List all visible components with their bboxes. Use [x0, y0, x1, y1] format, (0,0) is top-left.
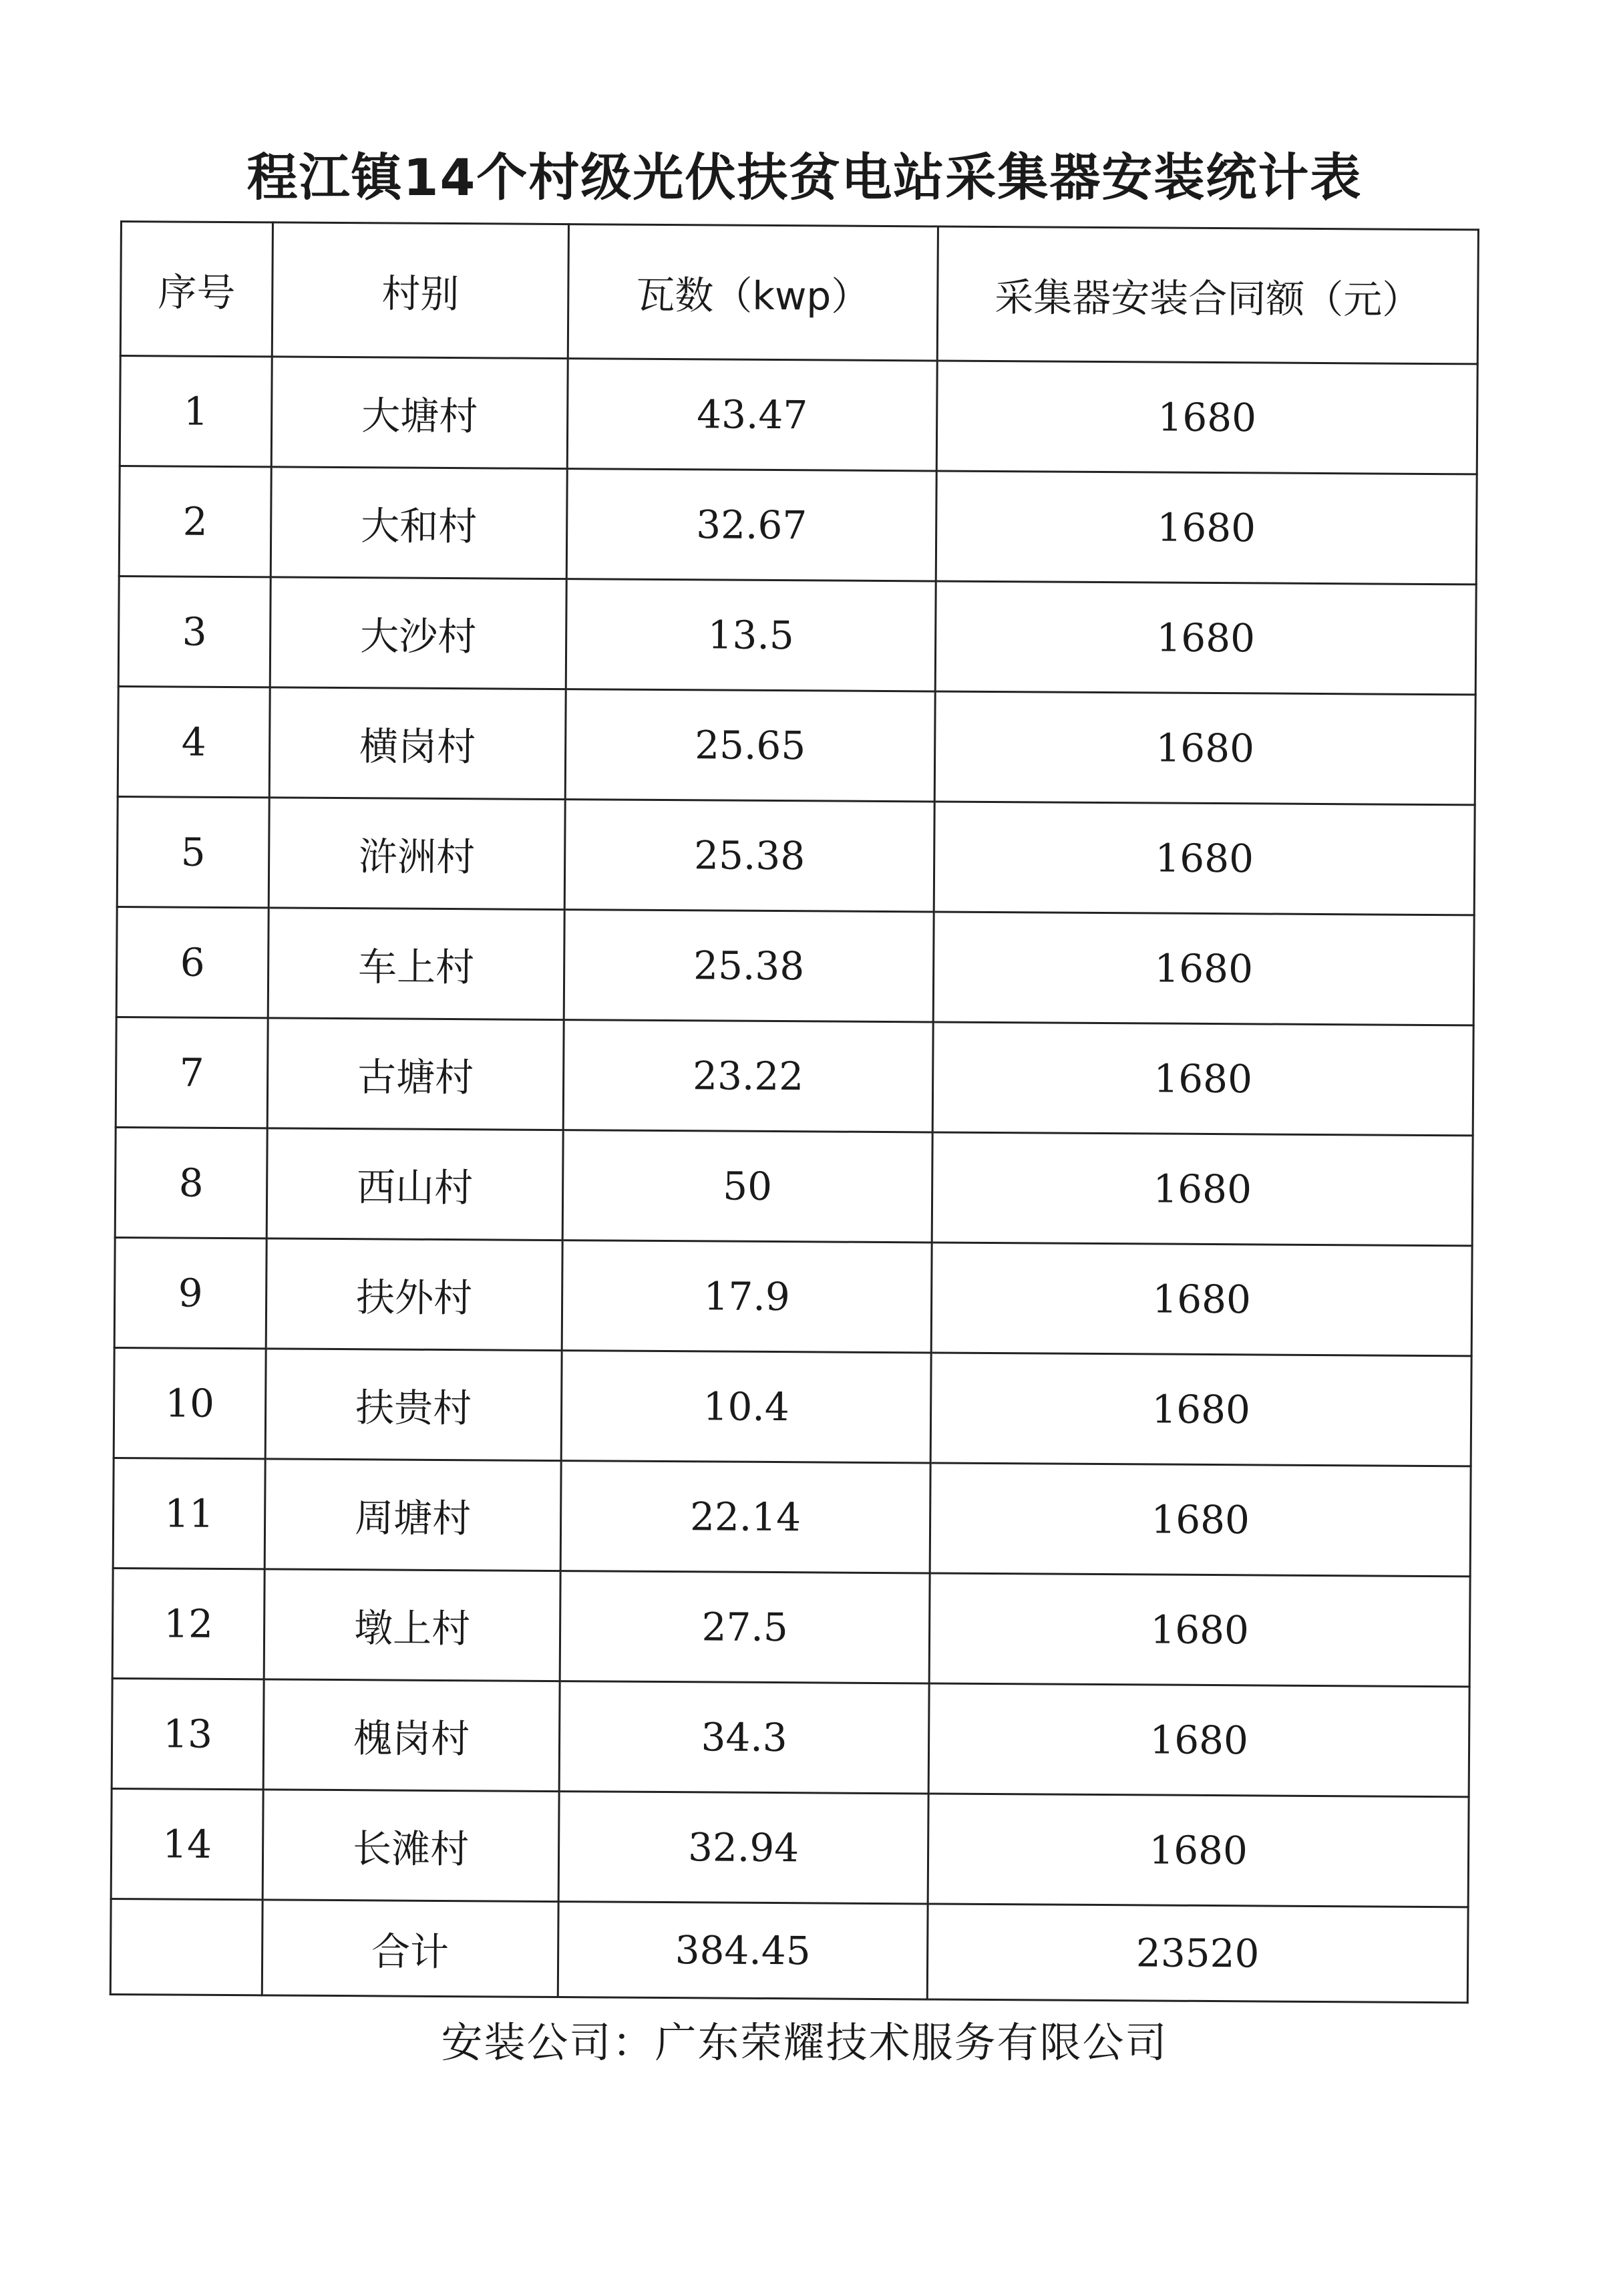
cell-contract-amount: 1680	[928, 1683, 1469, 1797]
table-row	[114, 1347, 1471, 1466]
cell-wattage: 50	[562, 1130, 932, 1243]
statistics-table-container	[120, 220, 1477, 1995]
table-row	[119, 466, 1477, 585]
cell-contract-amount: 1680	[929, 1573, 1470, 1687]
cell-village: 扶外村	[266, 1239, 562, 1351]
cell-contract-amount: 1680	[936, 361, 1477, 474]
cell-village: 大沙村	[270, 577, 566, 689]
cell-village: 周塘村	[264, 1459, 561, 1571]
cell-village: 古塘村	[267, 1018, 564, 1130]
cell-serial-number: 10	[114, 1347, 266, 1458]
cell-contract-amount: 1680	[933, 912, 1474, 1025]
table-row	[115, 1127, 1473, 1245]
cell-village: 浒洲村	[269, 798, 565, 910]
table-row	[112, 1568, 1470, 1686]
cell-wattage: 10.4	[561, 1351, 931, 1463]
cell-serial-number: 13	[112, 1678, 264, 1789]
page-title: 程江镇14个村级光伏扶贫电站采集器安装统计表	[246, 148, 1363, 207]
header-wattage: 瓦数（kwp）	[568, 224, 938, 361]
table-row	[116, 1017, 1473, 1135]
cell-contract-amount: 1680	[931, 1243, 1472, 1356]
table-row	[120, 356, 1477, 474]
cell-serial-number: 12	[112, 1568, 264, 1679]
table-header-row	[120, 222, 1478, 364]
cell-village: 大和村	[271, 467, 567, 579]
total-row	[110, 1899, 1468, 2002]
table-row	[118, 686, 1475, 804]
cell-serial-number: 4	[118, 686, 270, 797]
cell-village: 墩上村	[264, 1569, 560, 1681]
cell-serial-number: 14	[111, 1788, 263, 1899]
cell-wattage: 25.65	[565, 689, 935, 802]
cell-serial-number: 7	[116, 1017, 268, 1128]
cell-wattage: 34.3	[559, 1681, 929, 1794]
cell-village: 大塘村	[271, 357, 568, 469]
cell-wattage: 32.67	[566, 469, 936, 581]
cell-contract-amount: 1680	[936, 471, 1477, 585]
cell-serial-number: 8	[115, 1127, 267, 1238]
cell-wattage: 27.5	[560, 1571, 930, 1683]
cell-wattage: 25.38	[564, 800, 934, 912]
cell-village: 长滩村	[262, 1790, 559, 1902]
table-row	[117, 796, 1475, 915]
table-row	[111, 1788, 1469, 1907]
cell-wattage: 17.9	[562, 1241, 932, 1353]
cell-contract-amount: 1680	[934, 691, 1475, 805]
table-row	[113, 1458, 1471, 1576]
cell-wattage: 32.94	[558, 1792, 928, 1904]
cell-contract-amount: 1680	[935, 581, 1476, 695]
cell-serial-number: 6	[116, 907, 269, 1017]
cell-serial-number: 9	[114, 1237, 266, 1348]
cell-total-serial-number	[110, 1899, 262, 1995]
cell-contract-amount: 1680	[934, 802, 1475, 915]
header-serial-number: 序号	[120, 222, 273, 357]
cell-contract-amount: 1680	[928, 1794, 1469, 1907]
cell-contract-amount: 1680	[932, 1022, 1473, 1136]
cell-serial-number: 1	[120, 356, 272, 467]
statistics-table	[110, 220, 1479, 2003]
cell-serial-number: 5	[117, 796, 269, 907]
cell-contract-amount: 1680	[930, 1463, 1471, 1577]
cell-total-wattage: 384.45	[558, 1902, 928, 1999]
cell-village: 车上村	[268, 908, 564, 1020]
table-row	[116, 907, 1474, 1025]
cell-contract-amount: 1680	[932, 1132, 1473, 1246]
header-village: 村别	[272, 222, 568, 359]
cell-serial-number: 2	[119, 466, 271, 577]
cell-village: 槐岗村	[263, 1679, 560, 1792]
cell-total-contract-amount: 23520	[927, 1904, 1468, 2003]
cell-serial-number: 11	[113, 1458, 265, 1569]
cell-wattage: 43.47	[567, 359, 937, 471]
cell-serial-number: 3	[118, 576, 271, 687]
cell-wattage: 23.22	[563, 1020, 933, 1132]
cell-wattage: 25.38	[564, 910, 934, 1022]
table-row	[114, 1237, 1472, 1355]
cell-wattage: 13.5	[566, 579, 936, 691]
cell-total-label: 合计	[262, 1900, 558, 1997]
cell-contract-amount: 1680	[930, 1353, 1471, 1466]
header-contract-amount: 采集器安装合同额（元）	[937, 226, 1478, 364]
cell-village: 横岗村	[269, 687, 566, 800]
table-row	[112, 1678, 1469, 1796]
installer-company-note: 安装公司：广东荣耀技术服务有限公司	[441, 2018, 1168, 2067]
cell-village: 西山村	[266, 1128, 563, 1241]
table-row	[118, 576, 1476, 694]
cell-wattage: 22.14	[560, 1461, 930, 1573]
cell-village: 扶贵村	[265, 1349, 562, 1461]
